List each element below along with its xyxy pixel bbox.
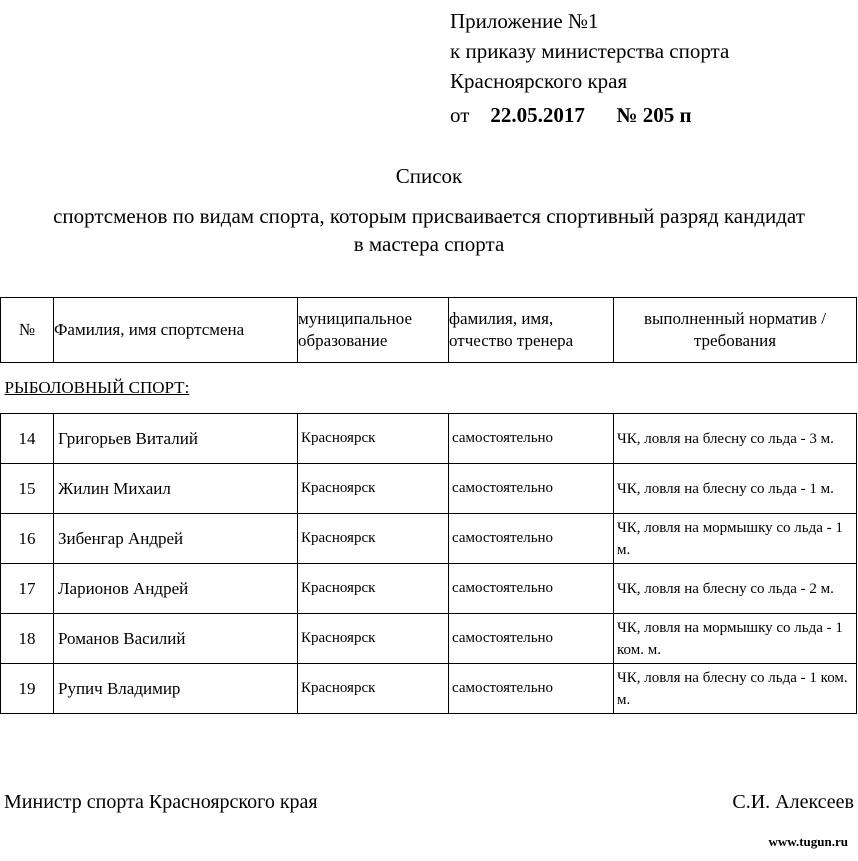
cell-name: Романов Василий [54, 614, 298, 664]
appendix-header [450, 6, 729, 96]
cell-norm: ЧК, ловля на мормышку со льда - 1 м. [614, 514, 857, 564]
cell-norm: ЧК, ловля на блесну со льда - 1 ком. м. [614, 664, 857, 714]
order-line [450, 103, 692, 128]
document-title: Список [395, 164, 463, 188]
cell-no: 17 [1, 564, 54, 614]
cell-norm: ЧК, ловля на блесну со льда - 3 м. [614, 414, 857, 464]
order-date: 22.05.2017 [490, 103, 585, 127]
table-row [1, 464, 857, 514]
cell-municipality: Красноярск [298, 514, 449, 564]
cell-coach: самостоятельно [449, 414, 614, 464]
cell-name: Жилин Михаил [54, 464, 298, 514]
cell-municipality: Красноярск [298, 614, 449, 664]
signer-title: Министр спорта Красноярского края [4, 791, 318, 813]
cell-name: Ларионов Андрей [54, 564, 298, 614]
cell-municipality: Красноярск [298, 564, 449, 614]
cell-no: 18 [1, 614, 54, 664]
table-header-row [1, 298, 857, 363]
subtitle-line: спортсменов по видам спорта, которым присваивается спортивный разряд кандидат [53, 204, 805, 228]
document-subtitle [0, 202, 858, 258]
cell-coach: самостоятельно [449, 564, 614, 614]
section-label: РЫБОЛОВНЫЙ СПОРТ: [4, 378, 190, 397]
cell-coach: самостоятельно [449, 664, 614, 714]
cell-no: 16 [1, 514, 54, 564]
cell-norm: ЧК, ловля на мормышку со льда - 1 ком. м. [614, 614, 857, 664]
cell-norm: ЧК, ловля на блесну со льда - 2 м. [614, 564, 857, 614]
table-row [1, 564, 857, 614]
order-from-label: от [450, 103, 470, 127]
appendix-line: Приложение №1 [450, 9, 599, 33]
cell-municipality: Красноярск [298, 414, 449, 464]
header-coach: фамилия, имя, отчество тренера [449, 298, 614, 363]
watermark: www.tugun.ru [768, 834, 848, 849]
cell-name: Григорьев Виталий [54, 414, 298, 464]
cell-name: Зибенгар Андрей [54, 514, 298, 564]
athletes-table [0, 297, 857, 714]
cell-no: 14 [1, 414, 54, 464]
cell-name: Рупич Владимир [54, 664, 298, 714]
cell-no: 19 [1, 664, 54, 714]
table-row [1, 514, 857, 564]
cell-coach: самостоятельно [449, 514, 614, 564]
header-name: Фамилия, имя спортсмена [54, 298, 298, 363]
order-number: 205 п [642, 103, 692, 127]
table-row [1, 664, 857, 714]
cell-no: 15 [1, 464, 54, 514]
appendix-line: к приказу министерства спорта [450, 39, 730, 63]
subtitle-line: в мастера спорта [353, 232, 505, 256]
table-row [1, 614, 857, 664]
header-municipality: муниципальное образование [298, 298, 449, 363]
cell-norm: ЧК, ловля на блесну со льда - 1 м. [614, 464, 857, 514]
cell-municipality: Красноярск [298, 664, 449, 714]
appendix-line: Красноярского края [450, 69, 628, 93]
cell-municipality: Красноярск [298, 464, 449, 514]
header-norm: выполненный норматив /требования [614, 298, 857, 363]
table-row [1, 414, 857, 464]
section-row [1, 363, 857, 414]
signer-name: С.И. Алексеев [732, 791, 854, 813]
header-no: № [1, 298, 54, 363]
cell-coach: самостоятельно [449, 614, 614, 664]
section-cell [1, 363, 857, 414]
cell-coach: самостоятельно [449, 464, 614, 514]
order-number-label: № [616, 103, 638, 127]
